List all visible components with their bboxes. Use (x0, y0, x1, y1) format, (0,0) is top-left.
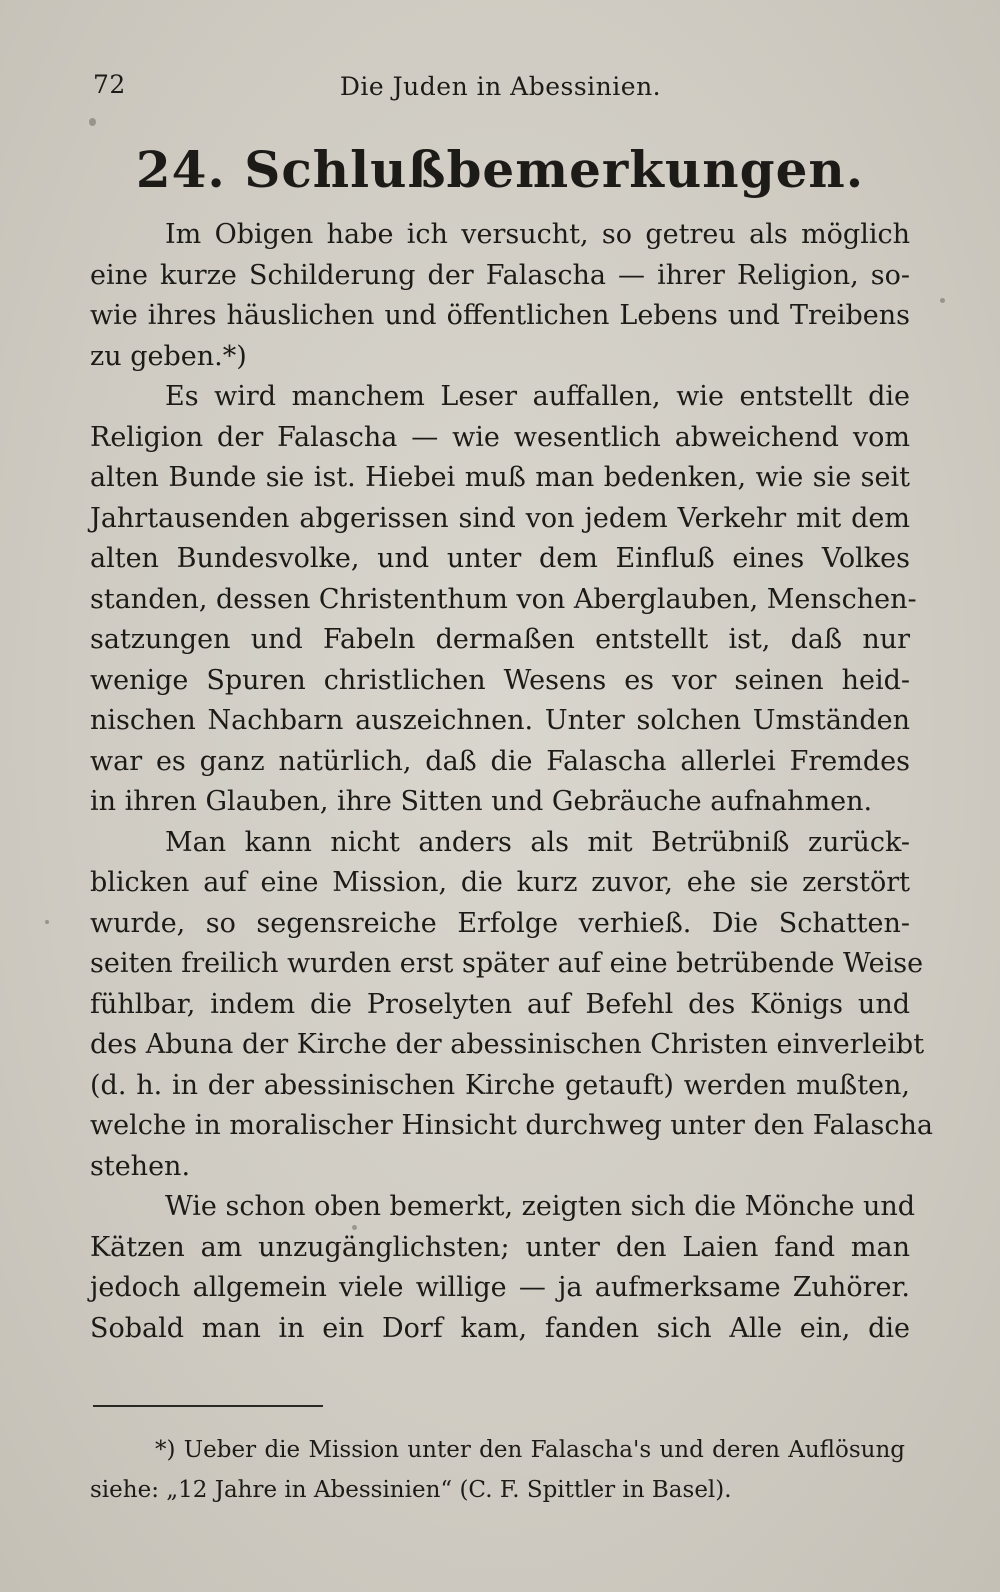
text-line: wie ihres häuslichen und öffentlichen Lebens und Treibens (90, 300, 910, 331)
body-text (90, 215, 933, 1349)
text-line: in ihren Glauben, ihre Sitten und Gebräuche aufnahmen. (90, 786, 873, 817)
section-title: 24. Schlußbemerkungen. (135, 140, 865, 199)
text-line: Man kann nicht anders als mit Betrübniß zurück- (165, 826, 910, 858)
text-line: wurde, so segensreiche Erfolge verhieß. Die Schatten- (90, 907, 910, 939)
text-line: Kätzen am unzugänglichsten; unter den Laien fand man (90, 1231, 910, 1263)
text-line: blicken auf eine Mission, die kurz zuvor, ehe sie zerstört (90, 867, 910, 898)
text-line: Jahrtausenden abgerissen sind von jedem Verkehr mit dem (90, 502, 910, 534)
text-line: jedoch allgemein viele willige — ja aufmerksame Zuhörer. (90, 1272, 910, 1303)
footnote-line: siehe: „12 Jahre in Abessinien“ (C. F. Spittler in Basel). (90, 1477, 732, 1503)
text-line: (d. h. in der abessinischen Kirche getauft) werden mußten, (90, 1069, 910, 1101)
text-line: stehen. (90, 1150, 191, 1182)
text-line: Es wird manchem Leser auffallen, wie entstellt die (165, 381, 910, 412)
text-line: eine kurze Schilderung der Falascha — ihrer Religion, so- (90, 259, 910, 291)
text-line: wenige Spuren christlichen Wesens es vor seinen heid- (90, 664, 910, 696)
text-line: nischen Nachbarn auszeichnen. Unter solchen Umständen (90, 705, 910, 736)
text-line: des Abuna der Kirche der abessinischen Christen einverleibt (90, 1029, 925, 1060)
text-line: fühlbar, indem die Proselyten auf Befehl des Königs und (90, 988, 910, 1020)
page-header (93, 70, 908, 110)
footnote-divider (93, 1405, 323, 1407)
page-number: 72 (93, 70, 126, 99)
text-line: Wie schon oben bemerkt, zeigten sich die Mönche und (165, 1191, 916, 1222)
paper-speck (45, 920, 49, 924)
text-line: zu geben.*) (90, 340, 247, 372)
text-line: welche in moralischer Hinsicht durchweg unter den Falascha (90, 1110, 933, 1141)
text-line: Sobald man in ein Dorf kam, fanden sich Alle ein, die (90, 1312, 910, 1344)
text-line: standen, dessen Christenthum von Aberglauben, Menschen- (90, 583, 917, 615)
paper-speck (940, 298, 945, 303)
running-head: Die Juden in Abessinien. (339, 72, 662, 101)
footnote (90, 1430, 905, 1510)
text-line: war es ganz natürlich, daß die Falascha allerlei Fremdes (90, 745, 910, 777)
text-line: Im Obigen habe ich versucht, so getreu als möglich (165, 219, 910, 250)
text-line: seiten freilich wurden erst später auf eine betrübende Weise (90, 948, 924, 979)
text-line: alten Bundesvolke, und unter dem Einfluß eines Volkes (90, 543, 910, 574)
footnote-line: *) Ueber die Mission unter den Falascha's und deren Auflösung (155, 1437, 905, 1463)
text-line: Religion der Falascha — wie wesentlich abweichend vom (90, 421, 910, 453)
text-line: alten Bunde sie ist. Hiebei muß man bedenken, wie sie seit (90, 462, 910, 493)
text-line: satzungen und Fabeln dermaßen entstellt ist, daß nur (90, 624, 910, 655)
paper-speck (89, 118, 96, 126)
